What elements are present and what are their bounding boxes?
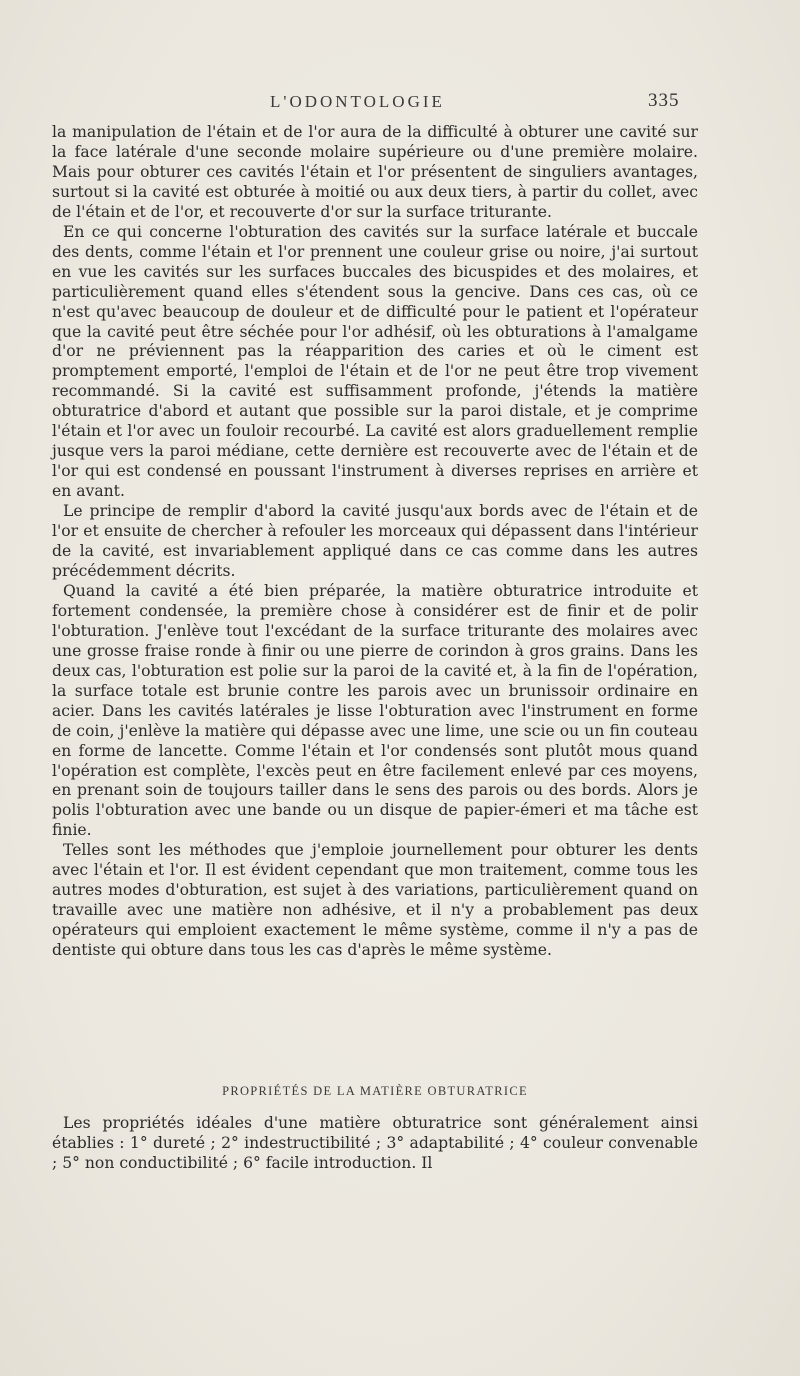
section-heading: PROPRIÉTÉS DE LA MATIÈRE OBTURATRICE [222, 1084, 528, 1098]
paragraph-3: Le principe de remplir d'abord la cavité jusqu'aux bords avec de l'étain et de l'or et ensuite de chercher à refouler les morceaux qui dépassent dans l'intérieur de la cavité, est invariablement appliqué dans ce cas comme dans les autres précédemment décrits. [52, 502, 698, 580]
paragraph-5: Telles sont les méthodes que j'emploie journellement pour obturer les dents avec l'étain et l'or. Il est évident cependant que mon traitement, comme tous les autres modes d'obturation, est sujet à des variations, particulièrement quand on travaille avec une matière non adhésive, et il n'y a probablement pas deux opérateurs qui emploient exactement le même système, comme il n'y a pas de dentiste qui obture dans tous les cas d'après le même système. [52, 841, 698, 960]
paragraph-1: la manipulation de l'étain et de l'or aura de la difficulté à obturer une cavité sur la face latérale d'une seconde molaire supérieure ou d'une première molaire. Mais pour obturer ces cavités l'étain et l'or présentent de singuliers avantages, surtout si la cavité est obturée à moitié ou aux deux tiers, à partir du collet, avec de l'étain et de l'or, et recouverte d'or sur la surface triturante. [52, 123, 698, 221]
page-number: 335 [648, 90, 680, 111]
section-text-block [52, 1113, 698, 1173]
paragraph-2: En ce qui concerne l'obturation des cavités sur la surface latérale et buccale des dents, comme l'étain et l'or prennent une couleur grise ou noire, j'ai surtout en vue les cavités sur les surfaces buccales des bicuspides et des molaires, et particulièrement quand elles s'étendent sous la gencive. Dans ces cas, où ce n'est qu'avec beaucoup de douleur et de difficulté pour le patient et l'opérateur que la cavité peut être séchée pour l'or adhésif, où les obturations à l'amalgame d'or ne préviennent pas la réapparition des caries et où le ciment est promptement emporté, l'emploi de l'étain et de l'or ne peut être trop vivement recommandé. Si la cavité est suffisamment profonde, j'étends la matière obturatrice d'abord et autant que possible sur la paroi distale, et je comprime l'étain et l'or avec un fouloir recourbé. La cavité est alors graduellement remplie jusque vers la paroi médiane, cette dernière est recouverte avec de l'étain et de l'or qui est condensé en poussant l'instrument à diverses reprises en arrière et en avant. [52, 222, 698, 501]
paragraph-4: Quand la cavité a été bien préparée, la matière obturatrice introduite et fortement condensée, la première chose à considérer est de finir et de polir l'obturation. J'enlève tout l'excédant de la surface triturante des molaires avec une grosse fraise ronde à finir ou une pierre de corindon à gros grains. Dans les deux cas, l'obturation est polie sur la paroi de la cavité et, à la fin de l'opération, la surface totale est brunie contre les parois avec un brunissoir ordinaire en acier. Dans les cavités latérales je lisse l'obturation avec l'instrument en forme de coin, j'enlève la matière qui dépasse avec une lime, une scie ou un fin couteau en forme de lancette. Comme l'étain et l'or condensés sont plutôt mous quand l'opération est complète, l'excès peut en être facilement enlevé par ces moyens, en prenant soin de toujours tailler dans le sens des parois ou des bords. Alors je polis l'obturation avec une bande ou un disque de papier-émeri et ma tâche est finie. [52, 581, 698, 840]
main-text-block [52, 123, 698, 961]
running-title: L'ODONTOLOGIE [270, 92, 445, 111]
section-paragraph: Les propriétés idéales d'une matière obturatrice sont généralement ainsi établies : 1° dureté ; 2° indestructibilité ; 3° adaptabilité ; 4° couleur convenable ; 5° non conductibilité ; 6° facile introduction. Il [52, 1114, 698, 1172]
